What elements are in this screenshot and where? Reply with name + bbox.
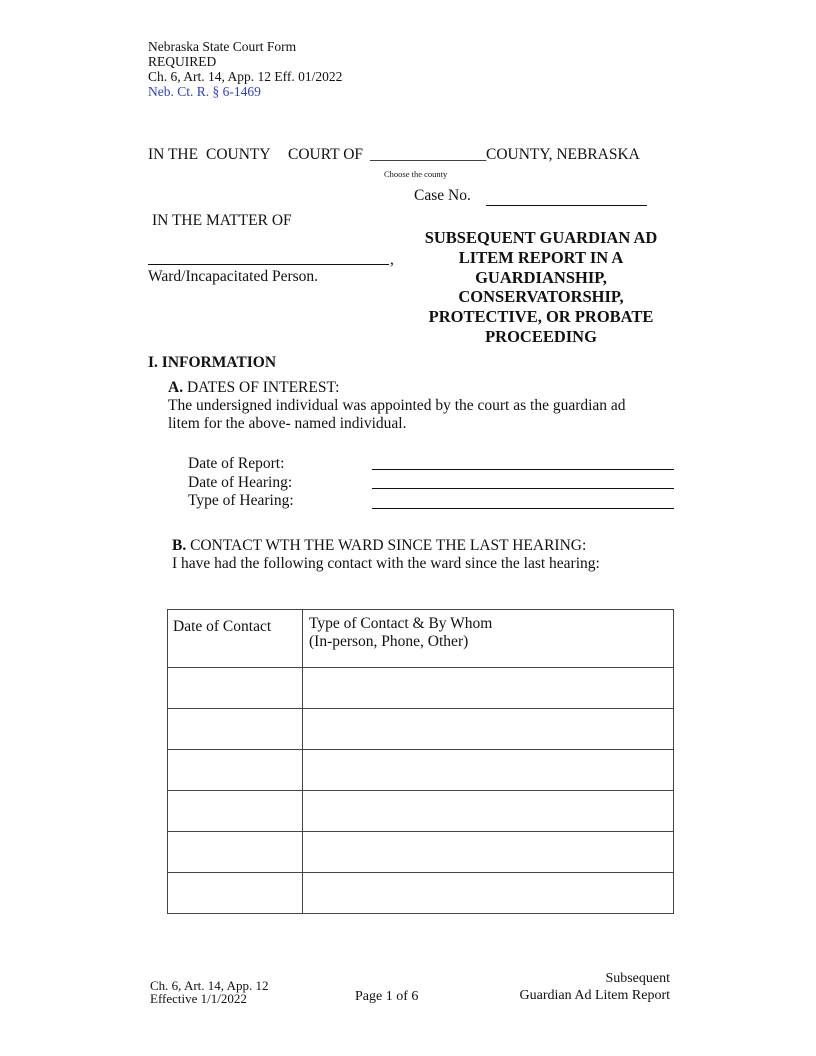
appointment-text-line1: The undersigned individual was appointed by the court as the guardian ad: [168, 397, 626, 414]
contact-type-cell[interactable]: [303, 668, 674, 709]
subsection-b-title: CONTACT WTH THE WARD SINCE THE LAST HEARING:: [190, 537, 587, 554]
caption-court-of: COURT OF: [288, 146, 364, 163]
contact-date-cell[interactable]: [168, 750, 303, 791]
form-citation: Ch. 6, Art. 14, App. 12 Eff. 01/2022: [148, 69, 343, 84]
footer-form-name-line2: Guardian Ad Litem Report: [519, 988, 670, 1003]
section-heading: I. INFORMATION: [148, 354, 277, 371]
ward-name-field[interactable]: [148, 264, 389, 265]
date-of-report-field[interactable]: [372, 469, 674, 470]
form-source: Nebraska State Court Form: [148, 39, 297, 54]
contact-type-cell[interactable]: [303, 709, 674, 750]
county-hint: Choose the county: [384, 169, 448, 179]
type-of-hearing-label: Type of Hearing:: [188, 492, 294, 509]
footer-effective-date: Effective 1/1/2022: [150, 991, 247, 1006]
subsection-a-title: DATES OF INTEREST:: [186, 379, 340, 396]
header-line2: (In-person, Phone, Other): [309, 633, 469, 650]
header-text: Date of Contact: [173, 618, 272, 635]
subsection-b-heading: [172, 537, 586, 555]
footer-form-name-line1: Subsequent: [605, 971, 670, 986]
document-title: SUBSEQUENT GUARDIAN AD LITEM REPORT IN A GUARDIANSHIP, CONSERVATORSHIP, PROTECTIVE, OR PROBATE PROCEEDING: [424, 228, 658, 346]
court-type-select[interactable]: COUNTY: [206, 146, 271, 163]
case-no-field[interactable]: [486, 205, 647, 206]
header-text: [303, 610, 673, 651]
court-rule-link[interactable]: Neb. Ct. R. § 6-1469: [148, 84, 261, 99]
contact-type-cell[interactable]: [303, 791, 674, 832]
page-number: Page 1 of 6: [355, 989, 419, 1004]
contact-intro-text: I have had the following contact with the ward since the last hearing:: [172, 555, 600, 572]
table-row: [168, 791, 674, 832]
table-row: [168, 750, 674, 791]
table-row: [168, 873, 674, 914]
col-type-of-contact-header: [303, 610, 674, 668]
contact-type-cell[interactable]: [303, 873, 674, 914]
ward-label: Ward/Incapacitated Person.: [148, 268, 319, 285]
date-of-report-label: Date of Report:: [188, 455, 285, 472]
contact-date-cell[interactable]: [168, 832, 303, 873]
matter-label: IN THE MATTER OF: [152, 212, 292, 229]
subsection-b-letter: B.: [172, 537, 187, 554]
table-header-row: [168, 610, 674, 668]
table-row: [168, 832, 674, 873]
date-of-hearing-label: Date of Hearing:: [188, 474, 293, 491]
header-line1: Type of Contact & By Whom: [309, 615, 493, 632]
ward-comma: ,: [390, 251, 394, 268]
contact-date-cell[interactable]: [168, 668, 303, 709]
date-of-hearing-field[interactable]: [372, 488, 674, 489]
case-no-label: Case No.: [414, 187, 471, 204]
county-select[interactable]: _______________: [370, 146, 487, 163]
appointment-text-line2: litem for the above- named individual.: [168, 415, 407, 432]
table-row: [168, 709, 674, 750]
type-of-hearing-field[interactable]: [372, 508, 674, 509]
caption-in-the: IN THE: [148, 146, 199, 163]
table-row: [168, 668, 674, 709]
contact-date-cell[interactable]: [168, 709, 303, 750]
subsection-a-heading: [168, 379, 339, 397]
form-required-flag: REQUIRED: [148, 54, 217, 69]
contact-table: [167, 609, 674, 914]
caption-county-nebraska: COUNTY, NEBRASKA: [486, 146, 640, 163]
footer-citation: Ch. 6, Art. 14, App. 12: [150, 978, 269, 993]
contact-type-cell[interactable]: [303, 750, 674, 791]
col-date-of-contact-header: [168, 610, 303, 668]
contact-date-cell[interactable]: [168, 791, 303, 832]
contact-type-cell[interactable]: [303, 832, 674, 873]
subsection-a-letter: A.: [168, 379, 184, 396]
contact-date-cell[interactable]: [168, 873, 303, 914]
